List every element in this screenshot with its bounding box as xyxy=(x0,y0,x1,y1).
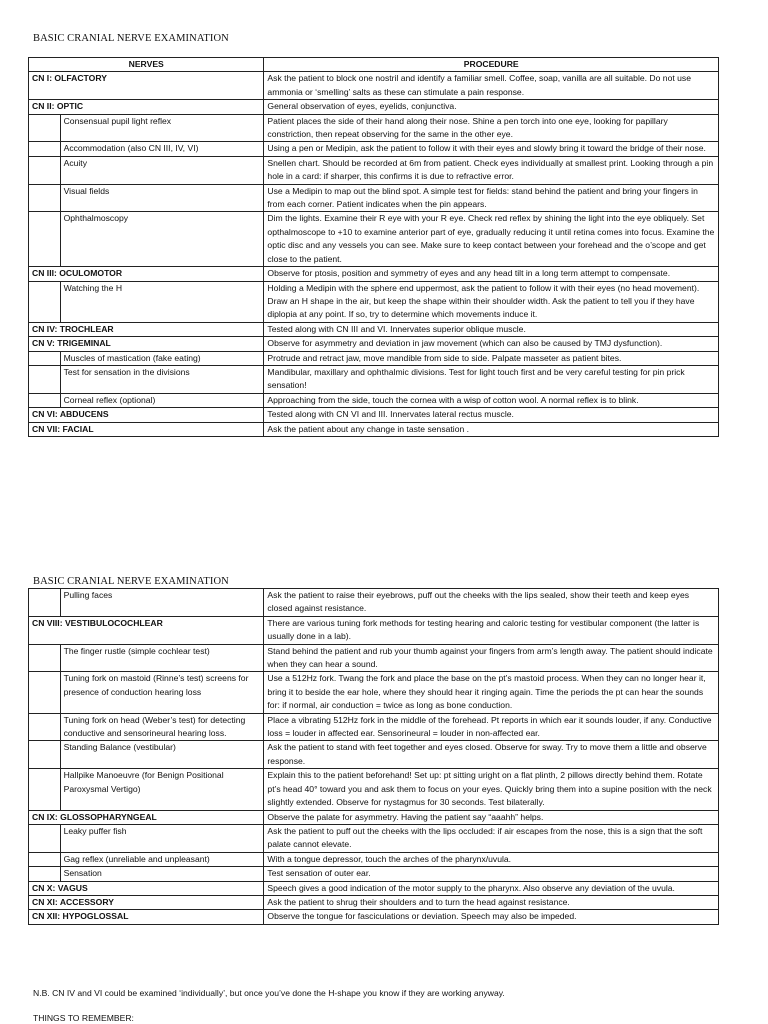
indent-cell xyxy=(29,156,61,184)
procedure-cell: Tested along with CN VI and III. Innervates lateral rectus muscle. xyxy=(264,408,719,422)
procedure-cell: Tested along with CN III and VI. Innervates superior oblique muscle. xyxy=(264,322,719,336)
nerve-name-cell: CN IX: GLOSSOPHARYNGEAL xyxy=(29,810,264,824)
procedure-cell: Use a 512Hz fork. Twang the fork and place the base on the pt’s mastoid process. When they can no longer hear it, bring it to beside the ear hole, where they should hear it ringing again. Time the periods the pt can hear the sounds for: if normal, air conduction = twice as long as bone conduction. xyxy=(264,672,719,713)
procedure-cell: Using a pen or Medipin, ask the patient to follow it with their eyes and slowly bring it toward the bridge of their nose. xyxy=(264,142,719,156)
test-name-cell: Accommodation (also CN III, IV, VI) xyxy=(60,142,264,156)
procedure-cell: Observe the tongue for fasciculations or deviation. Speech may also be impeded. xyxy=(264,910,719,924)
procedure-column-header: PROCEDURE xyxy=(264,58,719,72)
indent-cell xyxy=(29,852,61,866)
test-name-cell: Watching the H xyxy=(60,281,264,322)
indent-cell xyxy=(29,393,61,407)
procedure-cell: Ask the patient to puff out the cheeks with the lips occluded: if air escapes from the nose, this is a sign that the soft palate cannot elevate. xyxy=(264,824,719,852)
test-row xyxy=(29,589,719,617)
test-row xyxy=(29,824,719,852)
procedure-cell: Holding a Medipin with the sphere end uppermost, ask the patient to follow it with their eyes (no head movement). Draw an H shape in the air, but keep the shape within their shoulder width. Ask the patient to tell you if they have diplopia at any point. If so, try to determine which movements induce it. xyxy=(264,281,719,322)
nerve-name-cell: CN V: TRIGEMINAL xyxy=(29,337,264,351)
test-name-cell: Pulling faces xyxy=(60,589,264,617)
nerve-name-cell: CN XI: ACCESSORY xyxy=(29,895,264,909)
nerve-name-cell: CN III: OCULOMOTOR xyxy=(29,267,264,281)
test-name-cell: Sensation xyxy=(60,867,264,881)
things-to-remember-heading: THINGS TO REMEMBER: xyxy=(33,1013,134,1023)
indent-cell xyxy=(29,281,61,322)
indent-cell xyxy=(29,672,61,713)
test-name-cell: Consensual pupil light reflex xyxy=(60,114,264,142)
procedure-cell: Mandibular, maxillary and ophthalmic divisions. Test for light touch first and be very careful testing for pin prick sensation! xyxy=(264,365,719,393)
procedure-cell: Use a Medipin to map out the blind spot. A simple test for fields: stand behind the patient and bring your fingers in from each corner. Patient indicates when the pin appears. xyxy=(264,184,719,212)
nerve-name-cell: CN VIII: VESTIBULOCOCHLEAR xyxy=(29,616,264,644)
test-row xyxy=(29,741,719,769)
procedure-cell: With a tongue depressor, touch the arches of the pharynx/uvula. xyxy=(264,852,719,866)
test-name-cell: Tuning fork on mastoid (Rinne’s test) screens for presence of conduction hearing loss xyxy=(60,672,264,713)
test-name-cell: Acuity xyxy=(60,156,264,184)
nerve-row xyxy=(29,322,719,336)
indent-cell xyxy=(29,114,61,142)
procedure-cell: Explain this to the patient beforehand! Set up: pt sitting uright on a flat plinth, 2 pillows directly behind them. Rotate pt’s head 40° toward you and ask them to focus on your eyes. Quickly bring them into a supine position with the neck slightly extended. Observe for nystagmus for 30 seconds. Test bilaterally. xyxy=(264,769,719,810)
test-name-cell: The finger rustle (simple cochlear test) xyxy=(60,644,264,672)
cranial-nerve-table-2 xyxy=(28,588,719,925)
procedure-cell: Place a vibrating 512Hz fork in the middle of the forehead. Pt reports in which ear it sounds louder, if any. Conductive loss = louder in affected ear. Sensorineural = louder in non-affected ear. xyxy=(264,713,719,741)
indent-cell xyxy=(29,713,61,741)
nerve-name-cell: CN VI: ABDUCENS xyxy=(29,408,264,422)
nerve-row xyxy=(29,616,719,644)
test-row xyxy=(29,114,719,142)
procedure-cell: Test sensation of outer ear. xyxy=(264,867,719,881)
cranial-nerve-table-1 xyxy=(28,57,719,437)
test-row xyxy=(29,769,719,810)
page2-title: BASIC CRANIAL NERVE EXAMINATION xyxy=(33,576,229,587)
test-row xyxy=(29,156,719,184)
procedure-cell: Observe for asymmetry and deviation in jaw movement (which can also be caused by TMJ dysfunction). xyxy=(264,337,719,351)
footnote: N.B. CN IV and VI could be examined ‘individually’, but once you’ve done the H-shape you know if they are working anyway. xyxy=(33,988,505,998)
nerve-row xyxy=(29,810,719,824)
indent-cell xyxy=(29,589,61,617)
test-row xyxy=(29,365,719,393)
test-name-cell: Corneal reflex (optional) xyxy=(60,393,264,407)
test-name-cell: Visual fields xyxy=(60,184,264,212)
procedure-cell: Approaching from the side, touch the cornea with a wisp of cotton wool. A normal reflex is to blink. xyxy=(264,393,719,407)
test-row xyxy=(29,393,719,407)
test-row xyxy=(29,644,719,672)
procedure-cell: Stand behind the patient and rub your thumb against your fingers from arm’s length away. The patient should indicate when they can hear a sound. xyxy=(264,644,719,672)
nerve-row xyxy=(29,895,719,909)
nerve-name-cell: CN IV: TROCHLEAR xyxy=(29,322,264,336)
procedure-cell: Ask the patient to stand with feet together and eyes closed. Observe for sway. Try to move them a little and observe response. xyxy=(264,741,719,769)
test-name-cell: Tuning fork on head (Weber’s test) for detecting conductive and sensorineural hearing loss. xyxy=(60,713,264,741)
test-name-cell: Standing Balance (vestibular) xyxy=(60,741,264,769)
test-row xyxy=(29,281,719,322)
page1-title: BASIC CRANIAL NERVE EXAMINATION xyxy=(33,33,229,44)
nerve-row xyxy=(29,881,719,895)
nerve-name-cell: CN I: OLFACTORY xyxy=(29,72,264,100)
test-row xyxy=(29,713,719,741)
procedure-cell: Snellen chart. Should be recorded at 6m from patient. Check eyes individually at smallest print. Looking through a pin hole in a card: if sharper, this confirms it is due to refractive error. xyxy=(264,156,719,184)
indent-cell xyxy=(29,142,61,156)
test-name-cell: Hallpike Manoeuvre (for Benign Positional Paroxysmal Vertigo) xyxy=(60,769,264,810)
procedure-cell: Observe the palate for asymmetry. Having the patient say “aaahh” helps. xyxy=(264,810,719,824)
procedure-cell: Dim the lights. Examine their R eye with your R eye. Check red reflex by shining the light into the eye obliquely. Set opthalmoscope to +10 to examine anterior part of eye, gradually reducing it until retina comes into focus. Examine the optic disc and any vessels you can see. Make sure to keep contact between your forehead and the o’scope and get close to the patient. xyxy=(264,212,719,267)
nerve-row xyxy=(29,910,719,924)
nerve-row xyxy=(29,100,719,114)
procedure-cell: General observation of eyes, eyelids, conjunctiva. xyxy=(264,100,719,114)
procedure-cell: Protrude and retract jaw, move mandible from side to side. Palpate masseter as patient bites. xyxy=(264,351,719,365)
indent-cell xyxy=(29,867,61,881)
nerve-name-cell: CN VII: FACIAL xyxy=(29,422,264,436)
procedure-cell: Observe for ptosis, position and symmetry of eyes and any head tilt in a long term attempt to compensate. xyxy=(264,267,719,281)
test-name-cell: Leaky puffer fish xyxy=(60,824,264,852)
indent-cell xyxy=(29,212,61,267)
procedure-cell: Ask the patient to block one nostril and identify a familiar smell. Coffee, soap, vanilla are all suitable. Do not use ammonia or ‘smelling’ salts as these can stimulate a pain response. xyxy=(264,72,719,100)
indent-cell xyxy=(29,741,61,769)
test-name-cell: Ophthalmoscopy xyxy=(60,212,264,267)
indent-cell xyxy=(29,769,61,810)
nerves-column-header: NERVES xyxy=(29,58,264,72)
indent-cell xyxy=(29,824,61,852)
indent-cell xyxy=(29,184,61,212)
nerve-row xyxy=(29,422,719,436)
test-row xyxy=(29,672,719,713)
procedure-cell: Ask the patient about any change in taste sensation . xyxy=(264,422,719,436)
test-row xyxy=(29,142,719,156)
nerve-row xyxy=(29,72,719,100)
test-row xyxy=(29,184,719,212)
nerve-name-cell: CN X: VAGUS xyxy=(29,881,264,895)
test-row xyxy=(29,852,719,866)
procedure-cell: Speech gives a good indication of the motor supply to the pharynx. Also observe any deviation of the uvula. xyxy=(264,881,719,895)
test-row xyxy=(29,212,719,267)
procedure-cell: There are various tuning fork methods for testing hearing and caloric testing for vestibular component (the latter is usually done in a lab). xyxy=(264,616,719,644)
test-name-cell: Gag reflex (unreliable and unpleasant) xyxy=(60,852,264,866)
indent-cell xyxy=(29,365,61,393)
test-name-cell: Test for sensation in the divisions xyxy=(60,365,264,393)
procedure-cell: Patient places the side of their hand along their nose. Shine a pen torch into one eye, looking for papillary constriction, then repeat observing for the same in the other eye. xyxy=(264,114,719,142)
procedure-cell: Ask the patient to shrug their shoulders and to turn the head against resistance. xyxy=(264,895,719,909)
test-row xyxy=(29,867,719,881)
nerve-row xyxy=(29,337,719,351)
procedure-cell: Ask the patient to raise their eyebrows, puff out the cheeks with the lips sealed, show their teeth and keep eyes closed against resistance. xyxy=(264,589,719,617)
nerve-row xyxy=(29,267,719,281)
test-name-cell: Muscles of mastication (fake eating) xyxy=(60,351,264,365)
indent-cell xyxy=(29,351,61,365)
nerve-row xyxy=(29,408,719,422)
nerve-name-cell: CN II: OPTIC xyxy=(29,100,264,114)
test-row xyxy=(29,351,719,365)
indent-cell xyxy=(29,644,61,672)
nerve-name-cell: CN XII: HYPOGLOSSAL xyxy=(29,910,264,924)
